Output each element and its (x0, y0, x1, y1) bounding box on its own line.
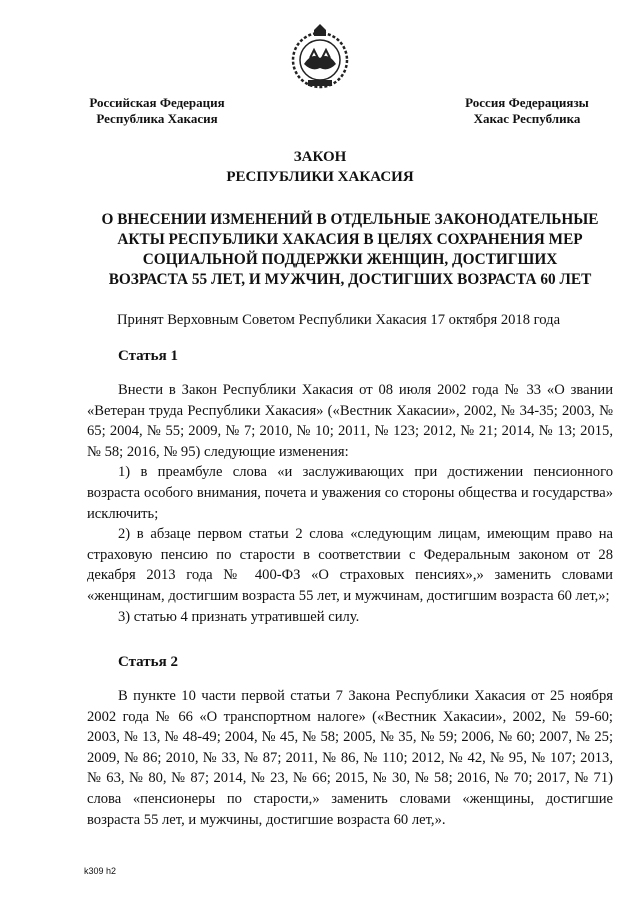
article-2-body (87, 686, 613, 830)
law-subject (100, 210, 600, 290)
article-1-body (87, 380, 613, 627)
footer-code: k309 h2 (84, 866, 117, 876)
adoption-note: Принят Верховным Советом Республики Хакасия 17 октября 2018 года (117, 312, 561, 328)
subject-line: СОЦИАЛЬНОЙ ПОДДЕРЖКИ ЖЕНЩИН, ДОСТИГШИХ (142, 251, 558, 268)
coat-of-arms-icon (284, 22, 356, 94)
header-left-line2: Республика Хакасия (96, 111, 218, 126)
header-right-line1: Россия Федерациязы (465, 95, 589, 110)
subject-line: АКТЫ РЕСПУБЛИКИ ХАКАСИЯ В ЦЕЛЯХ СОХРАНЕНИЯ МЕР (117, 231, 583, 248)
title-line-1: ЗАКОН (293, 149, 347, 165)
header-right (452, 95, 602, 127)
article-1-item: 3) статью 4 признать утратившей силу. (118, 608, 360, 625)
subject-line: О ВНЕСЕНИИ ИЗМЕНЕНИЙ В ОТДЕЛЬНЫЕ ЗАКОНОДАТЕЛЬНЫЕ (101, 211, 599, 228)
header-left-line1: Российская Федерация (89, 95, 225, 110)
article-1-item: 2) в абзаце первом статьи 2 слова «следующим лицам, имеющим право на страховую пенсию по старости в соответствии с Федеральным законом от 28 декабря 2013 года № 400-ФЗ «О страховых пенсиях»,» заменить словами «женщинам, достигшим возраста 55 лет, и мужчинам, достигшим возраста 60 лет,»; (87, 526, 613, 604)
document-title (0, 147, 640, 187)
header-right-line2: Хакас Республика (473, 111, 581, 126)
article-2-heading: Статья 2 (118, 654, 178, 670)
subject-line: ВОЗРАСТА 55 ЛЕТ, И МУЖЧИН, ДОСТИГШИХ ВОЗРАСТА 60 ЛЕТ (108, 271, 592, 288)
header-left (82, 95, 232, 127)
article-2-paragraph: В пункте 10 части первой статьи 7 Закона Республики Хакасия от 25 ноября 2002 года № 66 «О транспортном налоге» («Вестник Хакасии», 2002, № 59-60; 2003, № 13, № 48-49; 2004, № 45, № 58; 2005, № 35, № 59; 2006, № 60; 2007, № 25; 2009, № 86; 2010, № 33, № 87; 2011, № 86, № 110; 2012, № 42, № 95, № 107; 2013, № 63, № 80, № 87; 2014, № 23, № 66; 2015, № 30, № 58; 2016, № 70; 2017, № 71) слова «пенсионеры по старости,» заменить словами «женщины, достигшие возраста 55 лет, и мужчины, достигшие возраста 60 лет,». (87, 688, 613, 828)
title-line-2: РЕСПУБЛИКИ ХАКАСИЯ (226, 169, 414, 185)
article-1-heading: Статья 1 (118, 348, 178, 364)
article-1-item: 1) в преамбуле слова «и заслуживающих при достижении пенсионного возраста особого внимания, почета и уважения со стороны общества и государства» исключить; (87, 464, 613, 522)
article-1-paragraph: Внести в Закон Республики Хакасия от 08 июля 2002 года № 33 «О звании «Ветеран труда Республики Хакасия» («Вестник Хакасии», 2002, № 34-35; 2003, № 65; 2004, № 55; 2009, № 7; 2010, № 10; 2011, № 123; 2012, № 21; 2014, № 13; 2015, № 58; 2016, № 95) следующие изменения: (87, 382, 613, 460)
